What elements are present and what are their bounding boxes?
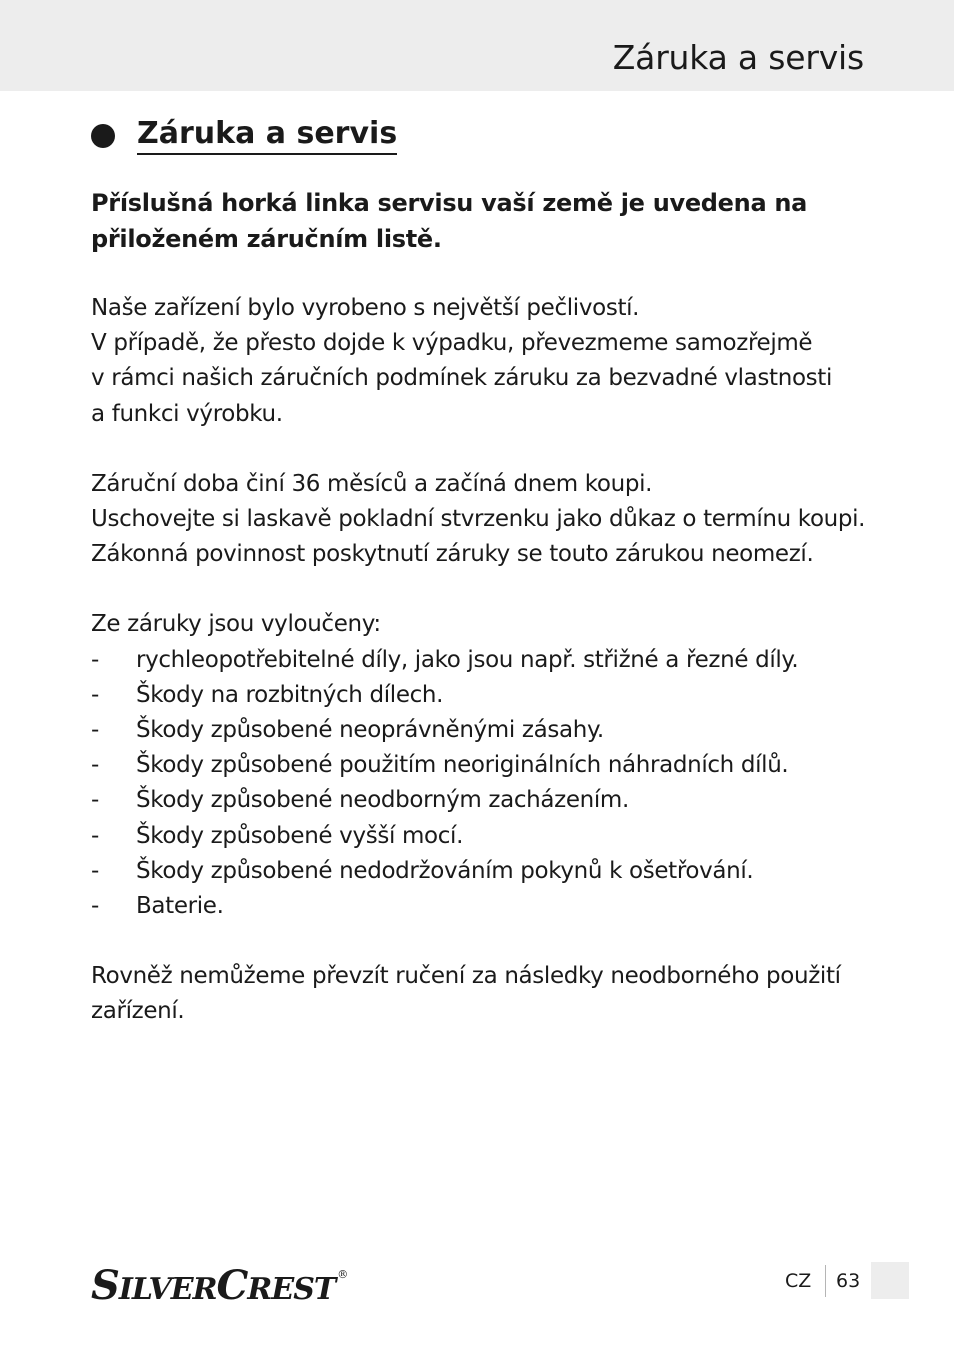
list-item-text: rychleopotřebitelné díly, jako jsou např. střižné a řezné díly. [136, 646, 799, 673]
text-line: Zákonná povinnost poskytnutí záruky se touto zárukou neomezí. [91, 541, 814, 568]
dash-marker: - [91, 857, 99, 884]
list-item [91, 783, 871, 818]
dash-marker: - [91, 717, 99, 744]
dash-marker: - [91, 752, 99, 779]
text-line: V případě, že přesto dojde k výpadku, převezmeme samozřejmě [91, 330, 813, 357]
footer-divider [825, 1265, 826, 1297]
logo-letters: REST [247, 1272, 336, 1307]
logo-letter: S [91, 1262, 119, 1309]
section-heading [91, 114, 397, 156]
paragraph-liability [91, 959, 871, 1029]
paragraph-quality [91, 291, 871, 432]
page-number: 63 [836, 1270, 861, 1292]
exclusions-intro: Ze záruky jsou vyloučeny: [91, 611, 381, 638]
text-line: v rámci našich záručních podmínek záruku za bezvadné vlastnosti [91, 365, 833, 392]
text-line: a funkci výrobku. [91, 400, 283, 427]
list-item [91, 854, 871, 889]
text-line: Rovněž nemůžeme převzít ručení za následky neodborného použití [91, 963, 841, 990]
logo-letter: C [216, 1262, 248, 1309]
exclusions-list [91, 643, 871, 925]
list-item-text: Baterie. [136, 893, 224, 920]
text-line: Záruční doba činí 36 měsíců a začíná dnem koupi. [91, 470, 653, 497]
list-item [91, 643, 871, 678]
list-item [91, 713, 871, 748]
lead-paragraph [91, 185, 871, 257]
registered-mark: ® [337, 1268, 349, 1281]
page-tab-marker [871, 1262, 909, 1299]
main-content [91, 185, 871, 1030]
logo-letters: ILVER [118, 1272, 217, 1307]
silvercrest-logo [91, 1262, 349, 1309]
paragraph-warranty-period [91, 467, 871, 573]
text-line: zařízení. [91, 998, 185, 1025]
list-item-text: Škody způsobené vyšší mocí. [136, 822, 464, 849]
list-item-text: Škody způsobené nedodržováním pokynů k ošetřování. [136, 857, 754, 884]
list-item-text: Škody způsobené neoprávněnými zásahy. [136, 717, 604, 744]
dash-marker: - [91, 893, 99, 920]
dash-marker: - [91, 646, 99, 673]
dash-marker: - [91, 822, 99, 849]
bullet-dot-icon [91, 124, 115, 148]
language-code: CZ [785, 1270, 812, 1292]
list-item [91, 889, 871, 924]
list-item-text: Škody způsobené použitím neoriginálních náhradních dílů. [136, 752, 789, 779]
list-item [91, 748, 871, 783]
section-title: Záruka a servis [137, 116, 397, 155]
dash-marker: - [91, 681, 99, 708]
lead-line: Příslušná horká linka servisu vaší země je uvedena na [91, 189, 808, 217]
list-item [91, 819, 871, 854]
text-line: Uschovejte si laskavě pokladní stvrzenku jako důkaz o termínu koupi. [91, 506, 866, 533]
lead-line: přiloženém záručním listě. [91, 225, 442, 253]
dash-marker: - [91, 787, 99, 814]
text-line: Naše zařízení bylo vyrobeno s největší pečlivostí. [91, 295, 640, 321]
page-header-title: Záruka a servis [612, 38, 864, 77]
list-item-text: Škody na rozbitných dílech. [136, 681, 444, 708]
list-item [91, 678, 871, 713]
list-item-text: Škody způsobené neodborným zacházením. [136, 787, 629, 814]
